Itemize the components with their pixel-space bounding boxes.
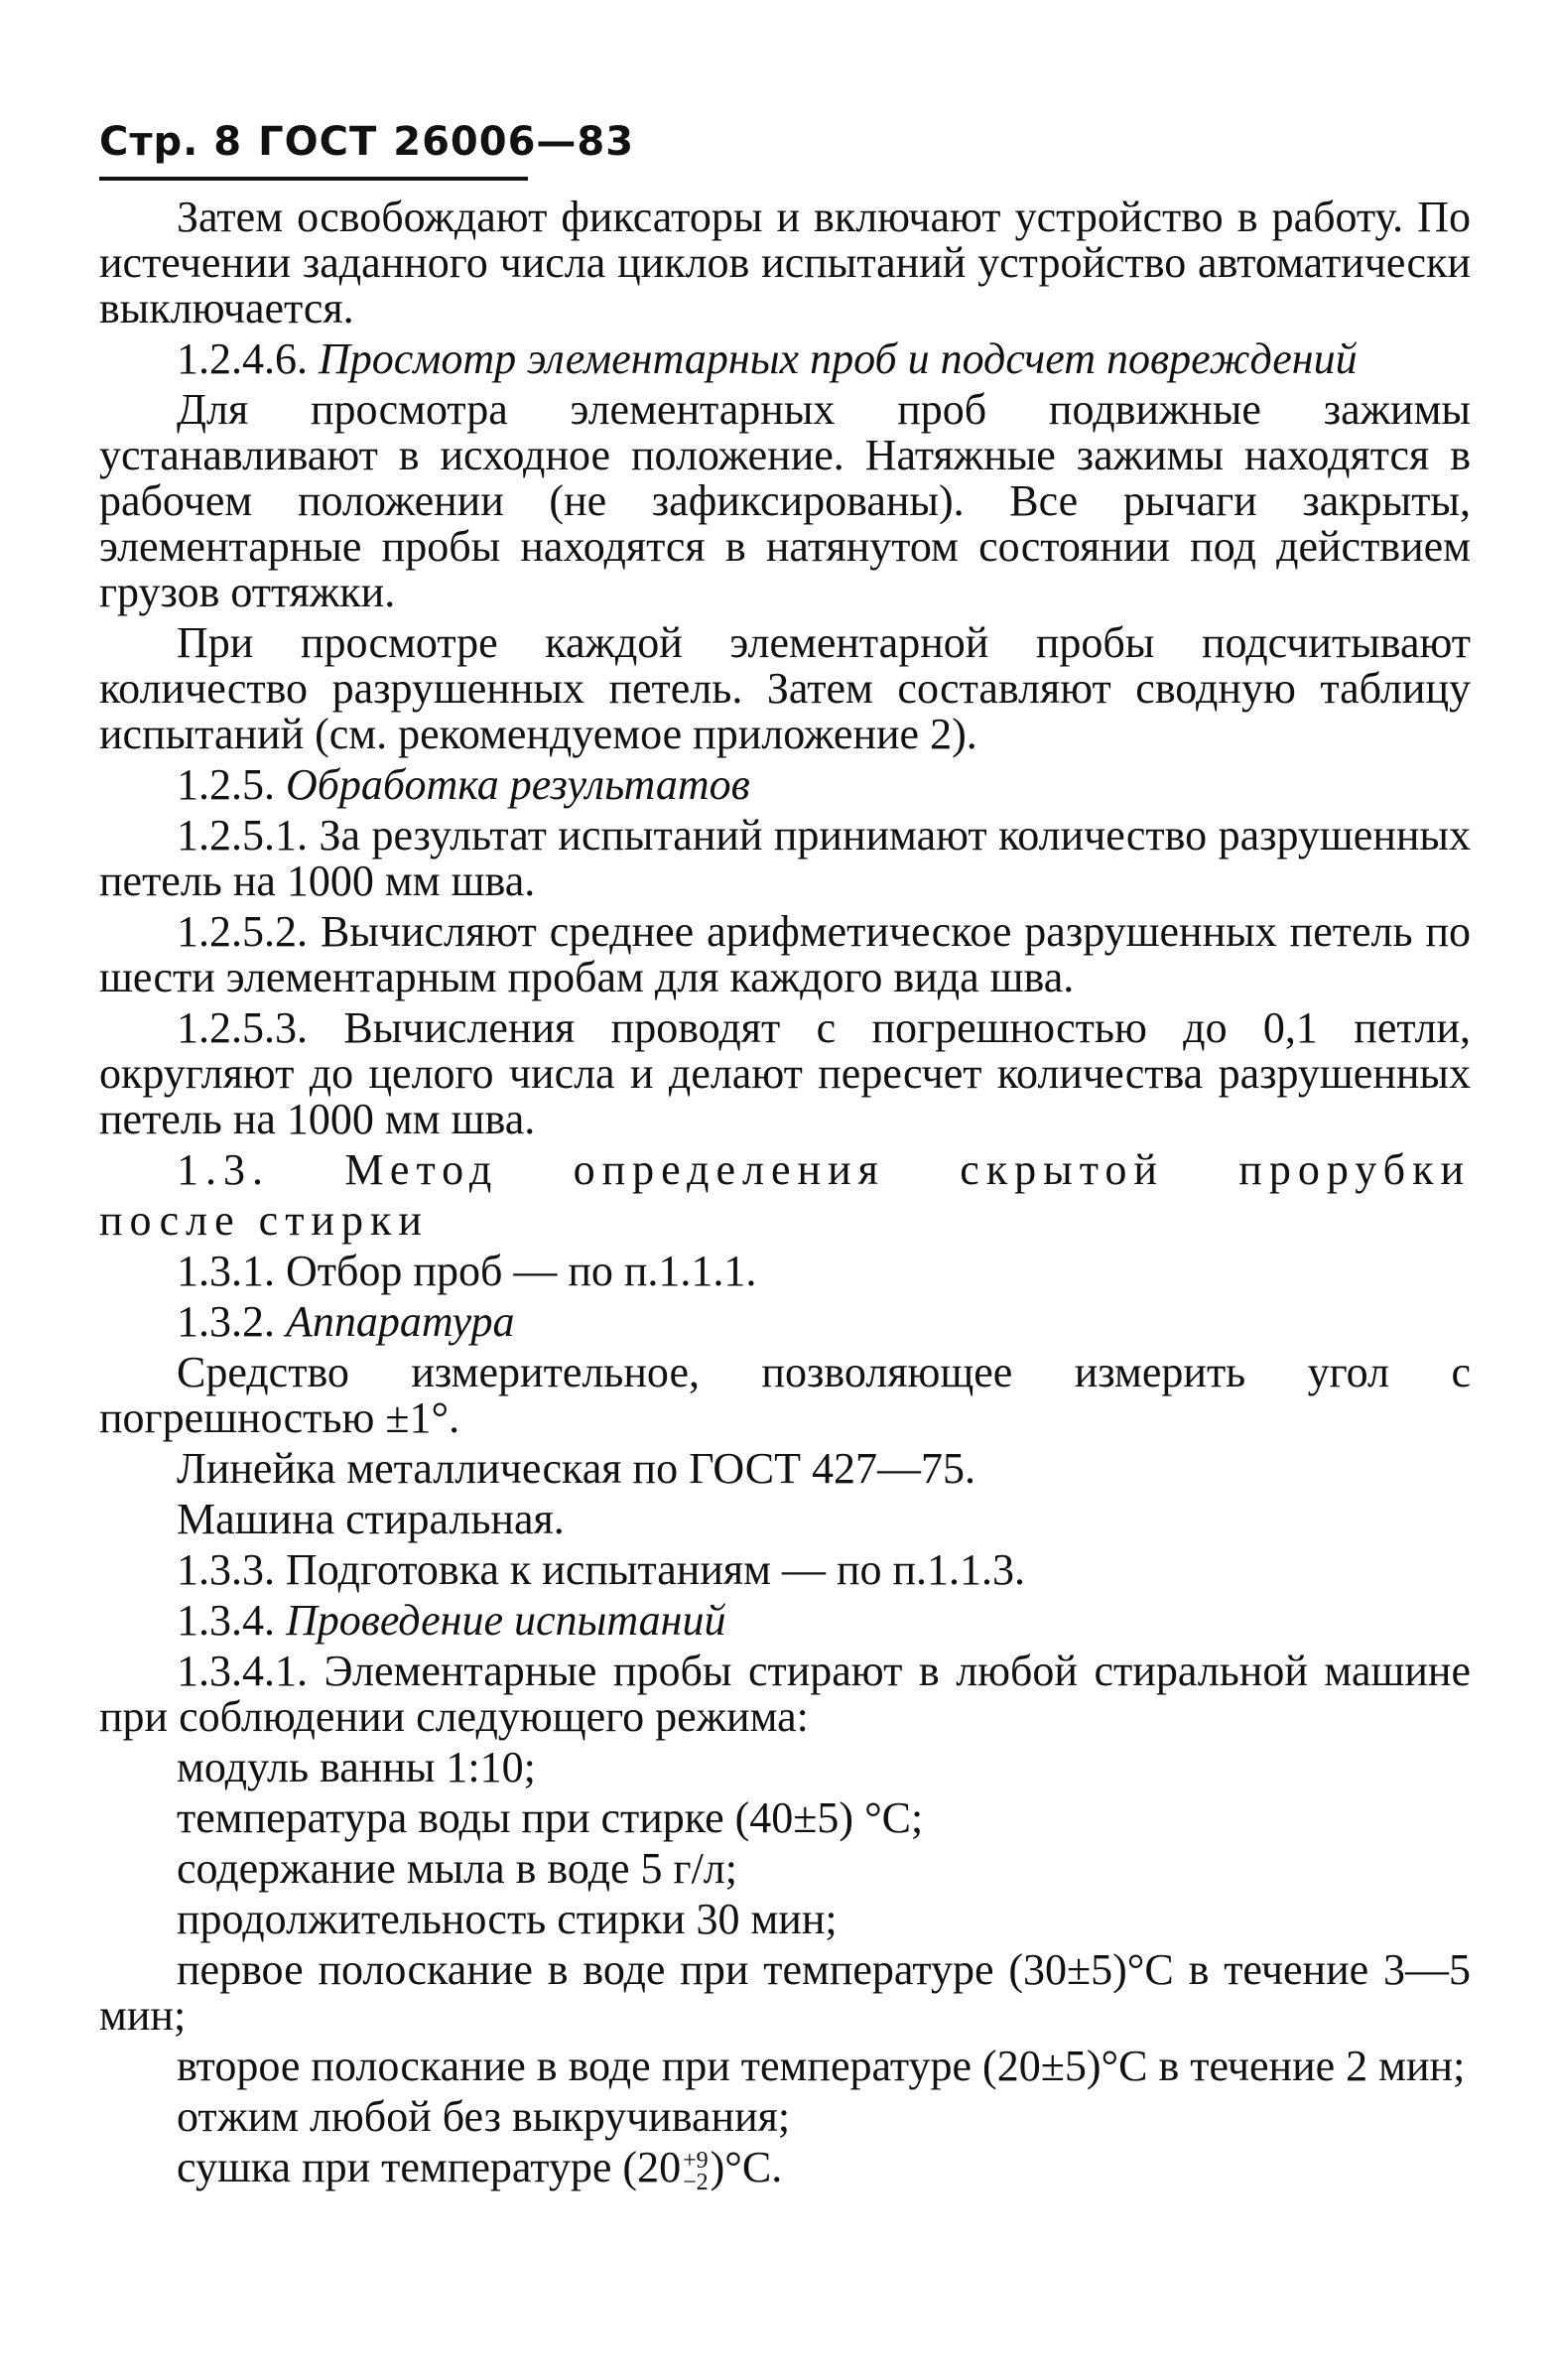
mode-item: содержание мыла в воде 5 г/л; (177, 1844, 737, 1893)
section-heading (99, 1299, 1471, 1345)
mode-item: второе полоскание в воде при температуре (20±5)°С в течение 2 мин; (177, 2042, 1466, 2090)
standard-number: 26006—83 (393, 119, 635, 165)
mode-item (99, 2145, 1471, 2193)
drying-text: сушка при температуре (20 (177, 2143, 682, 2191)
header-rule (99, 177, 528, 181)
section-heading (99, 762, 1471, 808)
paragraph: 1.2.5.2. Вычисляют среднее арифметическое разрушенных петель по шести элементарным пробам для каждого вида шва. (99, 907, 1471, 1001)
page-label: Стр. 8 (99, 119, 243, 165)
section-number: 1.3.4. (177, 1596, 275, 1645)
paragraph: При просмотре каждой элементарной пробы подсчитывают количество разрушенных петель. Затем составляют сводную таблицу испытаний (см. рекомендуемое приложение 2). (99, 618, 1471, 758)
mode-item: температура воды при стирке (40±5) °С; (177, 1793, 924, 1842)
section-number: 1.2.4.6. (177, 334, 308, 383)
list-item: Линейка металлическая по ГОСТ 427—75. (177, 1444, 975, 1493)
standard-label: ГОСТ (258, 119, 378, 165)
list-item: Машина стиральная. (177, 1495, 565, 1543)
tolerance-upper: +9 (683, 2147, 709, 2174)
document-body (99, 195, 1471, 2198)
page-header (99, 119, 650, 165)
drying-unit: )°С. (710, 2143, 783, 2191)
section-heading (99, 336, 1471, 382)
section-number: 1.2.5. (177, 760, 275, 809)
paragraph: Затем освобождают фиксаторы и включают устройство в работу. По истечении заданного числа циклов испытаний устройство автоматически выключается. (99, 193, 1471, 332)
paragraph: 1.3.4.1. Элементарные пробы стирают в любой стиральной машине при соблюдении следующего режима: (99, 1647, 1471, 1741)
mode-item: первое полоскание в воде при температуре (30±5)°С в течение 3—5 мин; (99, 1945, 1471, 2040)
section-number: 1.3.2. (177, 1297, 275, 1346)
section-title: Просмотр элементарных проб и подсчет повреждений (319, 334, 1358, 383)
mode-item: продолжительность стирки 30 мин; (177, 1895, 838, 1943)
tolerance-lower: −2 (683, 2169, 709, 2195)
section-title: Проведение испытаний (286, 1596, 726, 1645)
paragraph: Для просмотра элементарных проб подвижные зажимы устанавливают в исходное положение. Натяжные зажимы находятся в рабочем положении (не зафиксированы). Все рычаги закрыты, элементарные пробы находятся в натянутом состоянии под действием грузов оттяжки. (99, 385, 1471, 616)
mode-item: отжим любой без выкручивания; (177, 2092, 791, 2141)
paragraph: 1.2.5.1. За результат испытаний принимают количество разрушенных петель на 1000 мм шва. (99, 811, 1471, 905)
paragraph: 1.3.1. Отбор проб — по п.1.1.1. (177, 1247, 757, 1295)
tolerance-fraction (683, 2147, 709, 2195)
method-heading-line2: после стирки (99, 1196, 429, 1245)
section-title: Аппаратура (286, 1297, 515, 1346)
section-heading (99, 1598, 1471, 1644)
paragraph: 1.3.3. Подготовка к испытаниям — по п.1.1.3. (177, 1545, 1026, 1594)
section-title: Обработка результатов (286, 760, 750, 809)
mode-item: модуль ванны 1:10; (177, 1743, 536, 1791)
paragraph: Средство измерительное, позволяющее измерить угол с погрешностью ±1°. (99, 1348, 1471, 1442)
paragraph: 1.2.5.3. Вычисления проводят с погрешностью до 0,1 петли, округляют до целого числа и делают пересчет количества разрушенных петель на 1000 мм шва. (99, 1003, 1471, 1143)
method-heading-line1: 1.3. Метод определения скрытой прорубки (177, 1145, 1471, 1194)
